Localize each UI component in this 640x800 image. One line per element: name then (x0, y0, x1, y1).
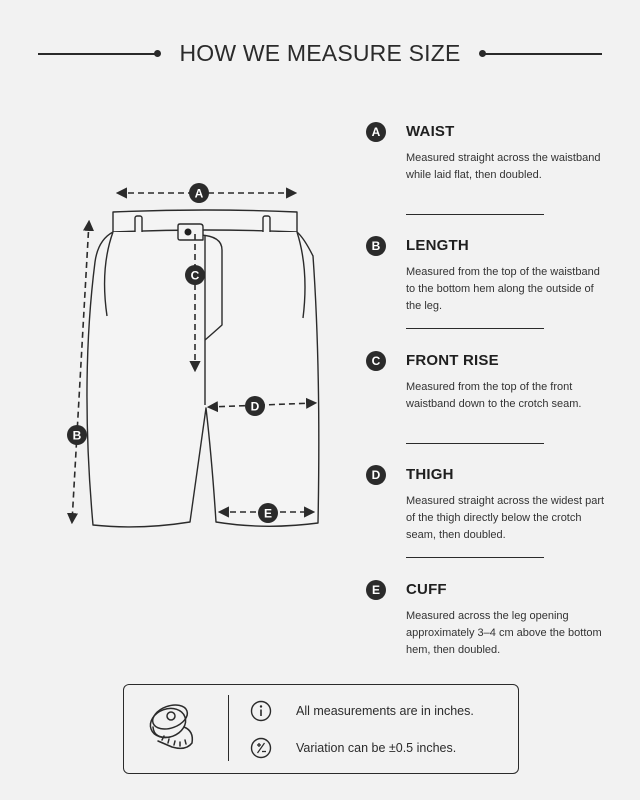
spec-desc-length: Measured from the top of the waistband to the bottom hem along the outside of the leg. (406, 266, 600, 312)
spec-title-cuff: CUFF (406, 581, 447, 598)
spec-waist (366, 122, 606, 222)
svg-text:E: E (263, 506, 273, 521)
spec-desc-front-rise: Measured from the top of the front waistband down to the crotch seam. (406, 381, 582, 410)
spec-divider (406, 214, 544, 215)
button-dot (185, 229, 192, 236)
variation-note: Variation can be ±0.5 inches. (296, 741, 457, 755)
title-divider-right (482, 53, 602, 55)
spec-divider (406, 443, 544, 444)
badge-thigh: D (366, 465, 386, 485)
spec-desc-waist: Measured straight across the waistband while laid flat, then doubled. (406, 152, 601, 181)
measuring-tape-icon (144, 697, 206, 759)
svg-text:B: B (72, 428, 82, 443)
badge-cuff: E (366, 580, 386, 600)
badge-front-rise: C (366, 351, 386, 371)
svg-text:D: D (250, 399, 260, 414)
notice-separator (228, 695, 229, 761)
variation-note-row (250, 737, 456, 759)
diagram-badge-a (189, 183, 209, 203)
measurement-notice (123, 684, 519, 774)
diagram-badge-c (185, 265, 205, 285)
spec-title-length: LENGTH (406, 237, 469, 254)
diagram-badge-e (258, 503, 278, 523)
badge-length: B (366, 236, 386, 256)
page-title: HOW WE MEASURE SIZE (179, 40, 461, 66)
svg-text:C: C (190, 268, 200, 283)
diagram-badge-b (67, 425, 87, 445)
shorts-diagram (0, 0, 360, 560)
spec-title-waist: WAIST (406, 123, 455, 140)
plus-minus-icon (250, 737, 272, 759)
spec-title-front-rise: FRONT RISE (406, 352, 499, 369)
unit-note-row (250, 700, 474, 722)
spec-length (366, 236, 606, 336)
svg-text:A: A (194, 186, 204, 201)
badge-waist: A (366, 122, 386, 142)
diagram-badge-d (245, 396, 265, 416)
spec-desc-thigh: Measured straight across the widest part of the thigh directly below the crotch seam, then doubled. (406, 495, 605, 541)
spec-divider (406, 328, 544, 329)
spec-cuff (366, 580, 606, 670)
spec-title-thigh: THIGH (406, 466, 454, 483)
info-icon (250, 700, 272, 722)
spec-desc-cuff: Measured across the leg opening approximately 3–4 cm above the bottom hem, then doubled. (406, 610, 602, 656)
unit-note: All measurements are in inches. (296, 704, 474, 718)
shorts-outline (87, 210, 319, 527)
spec-front-rise (366, 351, 606, 451)
spec-thigh (366, 465, 606, 565)
spec-divider (406, 557, 544, 558)
